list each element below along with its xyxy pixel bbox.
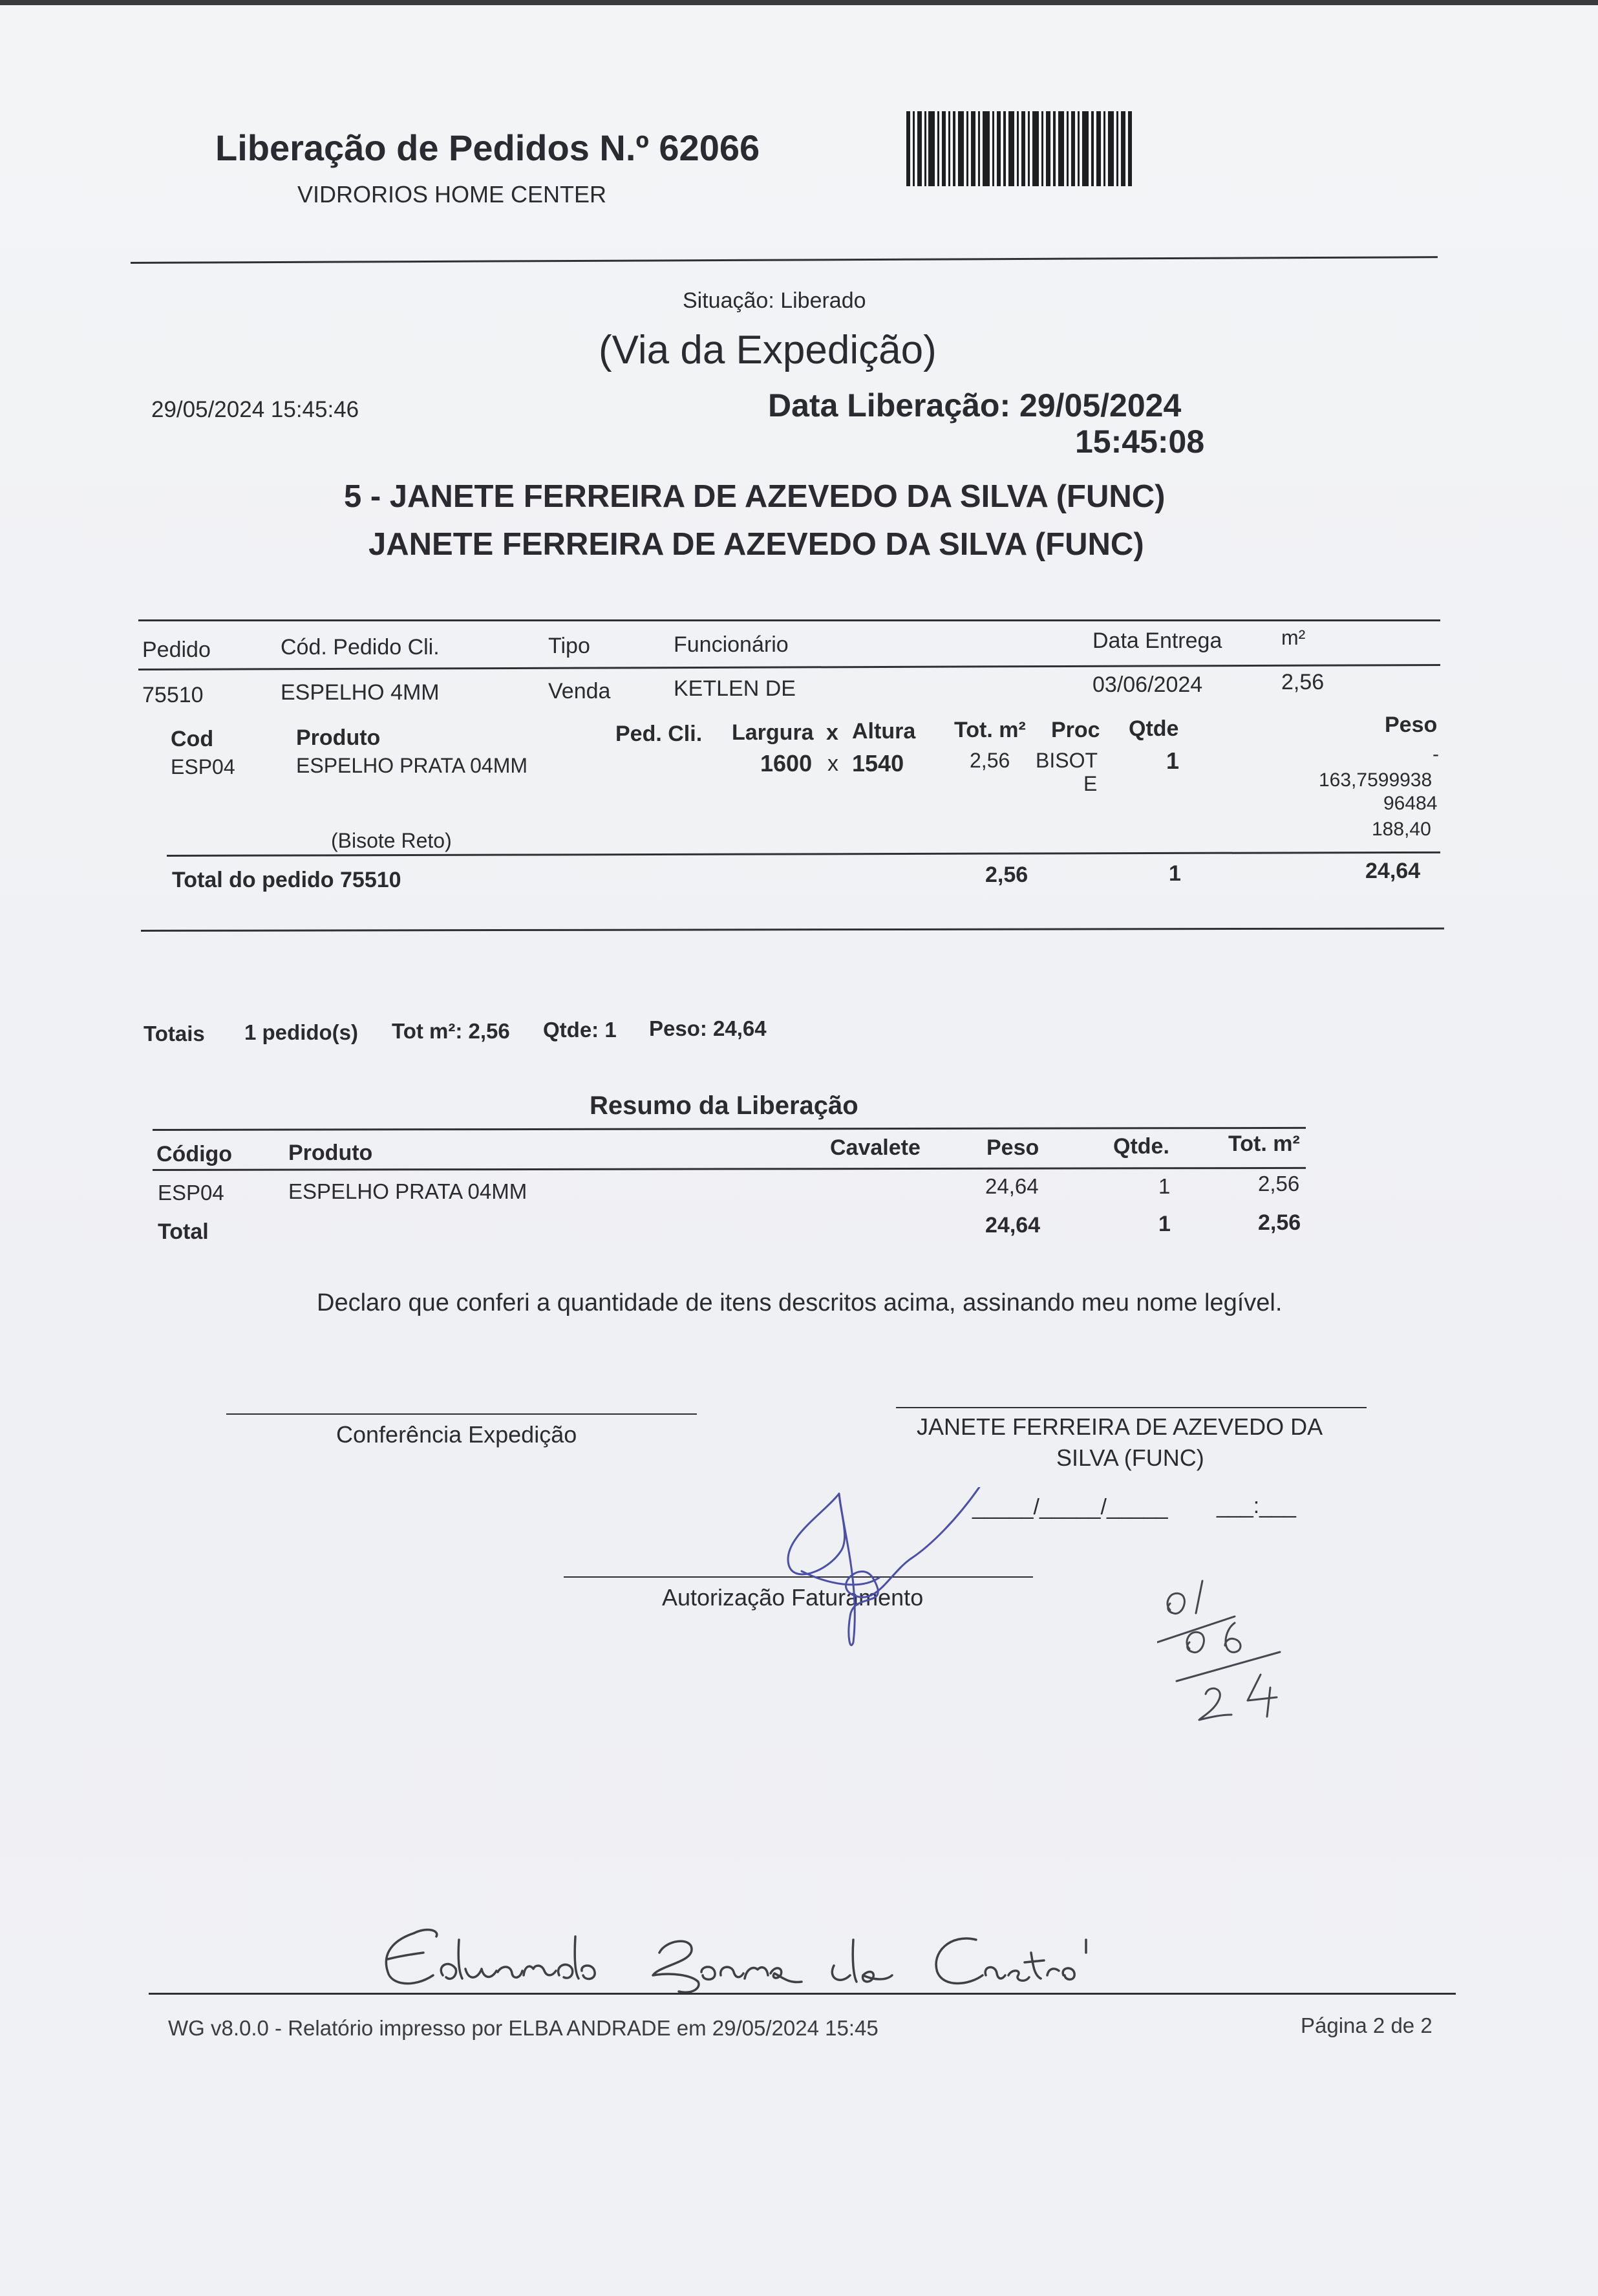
resumo-col-codigo: Código: [156, 1142, 233, 1166]
totals-pedidos: 1 pedido(s): [244, 1020, 359, 1044]
resumo-total-m2: 2,56: [1258, 1210, 1301, 1235]
order-total-label: Total do pedido 75510: [172, 868, 401, 892]
order-cod-pedido-cli: ESPELHO 4MM: [281, 680, 440, 705]
order-data-entrega: 03/06/2024: [1092, 672, 1203, 697]
handwritten-name: [375, 1914, 1157, 2011]
item-col-ped-cli: Ped. Cli.: [615, 722, 703, 746]
item-col-x: x: [826, 720, 838, 745]
client-name-line1: 5 - JANETE FERREIRA DE AZEVEDO DA SILVA (FUNC): [344, 479, 1166, 514]
item-col-qtde: Qtde: [1129, 716, 1179, 741]
item-peso-line1: -: [1433, 744, 1439, 765]
item-col-tot-m2: Tot. m²: [954, 718, 1026, 742]
resumo-top-line: [153, 1127, 1306, 1131]
col-tipo: Tipo: [548, 634, 590, 658]
item-col-proc: Proc: [1051, 718, 1100, 742]
order-pedido: 75510: [142, 683, 204, 707]
resumo-col-cavalete: Cavalete: [830, 1135, 921, 1160]
resumo-total-qtde: 1: [1158, 1212, 1171, 1236]
order-tipo: Venda: [548, 679, 611, 703]
totals-m2: Tot m²: 2,56: [392, 1019, 510, 1043]
autorizacao-label: Autorização Faturamento: [662, 1584, 924, 1611]
col-funcionario: Funcionário: [674, 632, 789, 657]
company-name: VIDRORIOS HOME CENTER: [297, 181, 607, 208]
totals-label: Totais: [144, 1022, 205, 1046]
item-cod: ESP04: [171, 755, 235, 778]
client-signature-line: [896, 1407, 1367, 1408]
order-funcionario: KETLEN DE: [674, 676, 796, 701]
order-table-bottom-line: [141, 927, 1444, 932]
order-total-peso: 24,64: [1365, 859, 1421, 883]
item-col-peso: Peso: [1385, 713, 1438, 737]
totals-qtde: Qtde: 1: [543, 1018, 617, 1042]
time-blank: ___:___: [1217, 1494, 1296, 1518]
document-title: Liberação de Pedidos N.º 62066: [215, 127, 760, 168]
footer-line: [149, 1993, 1456, 1995]
resumo-peso: 24,64: [985, 1174, 1039, 1198]
resumo-title: Resumo da Liberação: [590, 1091, 858, 1120]
page-number: Página 2 de 2: [1301, 2013, 1433, 2037]
item-altura: 1540: [852, 750, 904, 777]
item-col-altura: Altura: [852, 719, 916, 744]
item-tot-m2: 2,56: [970, 749, 1010, 772]
order-header-line: [138, 664, 1440, 671]
item-col-produto: Produto: [296, 725, 381, 750]
situacao-label: Situação: Liberado: [683, 288, 866, 313]
resumo-total-peso: 24,64: [985, 1213, 1041, 1238]
item-col-cod: Cod: [171, 727, 214, 751]
order-m2: 2,56: [1281, 670, 1325, 694]
order-total-m2: 2,56: [985, 863, 1028, 887]
handwritten-date: [1157, 1571, 1299, 1752]
col-data-entrega: Data Entrega: [1092, 628, 1222, 653]
conferencia-signature-line: [226, 1413, 697, 1415]
totals-peso: Peso: 24,64: [649, 1016, 767, 1040]
footer-left-text: WG v8.0.0 - Relatório impresso por ELBA ANDRADE em 29/05/2024 15:45: [168, 2016, 879, 2040]
item-col-largura: Largura: [732, 720, 814, 745]
order-table-top-line: [138, 619, 1440, 621]
item-peso-line2: 163,7599938: [1319, 769, 1433, 791]
item-qtde: 1: [1166, 747, 1180, 774]
item-x: x: [827, 751, 838, 776]
resumo-qtde: 1: [1158, 1174, 1171, 1198]
date-blank: _____/_____/_____: [972, 1495, 1168, 1519]
item-largura: 1600: [760, 750, 813, 777]
resumo-total-label: Total: [158, 1219, 209, 1244]
resumo-col-produto: Produto: [288, 1141, 373, 1165]
via-label: (Via da Expedição): [599, 328, 937, 372]
resumo-col-qtde: Qtde.: [1113, 1134, 1169, 1159]
col-pedido: Pedido: [142, 638, 211, 662]
col-cod-pedido-cli: Cód. Pedido Cli.: [281, 635, 440, 660]
item-note: (Bisote Reto): [331, 829, 452, 852]
item-peso-line3: 96484: [1383, 793, 1438, 814]
item-proc-line2: E: [1083, 772, 1098, 795]
barcode-icon: [906, 111, 1134, 186]
item-produto: ESPELHO PRATA 04MM: [296, 754, 528, 777]
resumo-codigo: ESP04: [158, 1181, 224, 1205]
conferencia-label: Conferência Expedição: [336, 1421, 577, 1448]
item-peso-line4: 188,40: [1372, 819, 1431, 840]
resumo-produto: ESPELHO PRATA 04MM: [288, 1179, 527, 1203]
declaration-text: Declaro que conferi a quantidade de itens descritos acima, assinando meu nome legível.: [317, 1289, 1283, 1316]
hora-liberacao: 15:45:08: [1075, 424, 1205, 460]
scan-edge: [0, 0, 1598, 5]
client-name-line2: JANETE FERREIRA DE AZEVEDO DA SILVA (FUNC): [368, 527, 1144, 562]
resumo-tot-m2: 2,56: [1258, 1172, 1300, 1196]
client-signature-line1: JANETE FERREIRA DE AZEVEDO DA: [917, 1413, 1323, 1440]
resumo-header-line: [153, 1167, 1306, 1171]
client-signature-line2: SILVA (FUNC): [1056, 1444, 1204, 1471]
item-proc-line1: BISOT: [1036, 749, 1098, 772]
handwritten-signature-scribble: [763, 1487, 983, 1655]
print-datetime: 29/05/2024 15:45:46: [151, 397, 359, 422]
header-divider: [131, 256, 1438, 264]
data-liberacao: Data Liberação: 29/05/2024: [768, 387, 1182, 424]
resumo-col-tot-m2: Tot. m²: [1228, 1132, 1300, 1156]
resumo-col-peso: Peso: [986, 1135, 1039, 1160]
col-m2: m²: [1281, 626, 1306, 649]
order-total-qtde: 1: [1169, 861, 1181, 886]
